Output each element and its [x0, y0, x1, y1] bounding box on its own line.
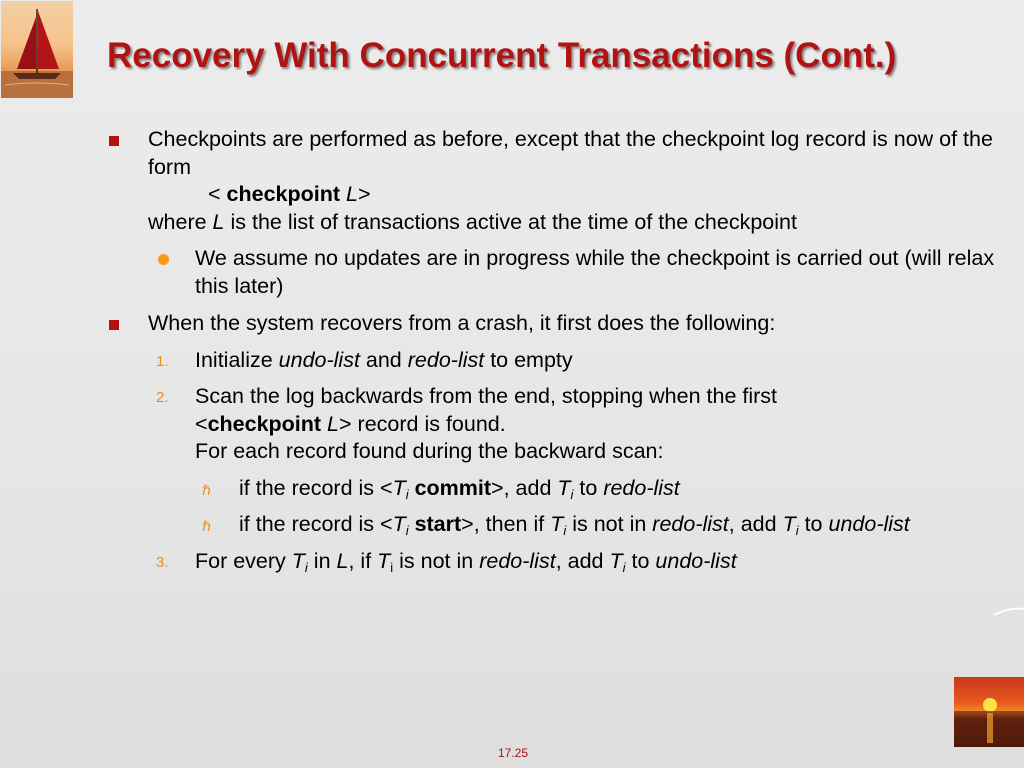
step-text: Initialize undo-list and redo-list to empty: [195, 347, 573, 372]
page-number: 17.25: [498, 746, 529, 760]
slide-content: [107, 126, 1017, 575]
sub-bullet-text: We assume no updates are in progress while the checkpoint is carried out (will relax this later): [195, 246, 995, 298]
step-text: For every $T_i$ in L, if $T_i$ is not in redo-list, add $T_i$ to undo-list: [195, 548, 737, 575]
step-number: 1.: [156, 352, 169, 370]
bullet-text: When the system recovers from a crash, it first does the following:: [148, 311, 776, 335]
bullet-recovery: [107, 310, 1017, 338]
step-3: [107, 548, 1017, 576]
step-text-line3: For each record found during the backward scan:: [195, 439, 664, 463]
scan-rule-commit: [107, 475, 1017, 503]
step-text: Scan the log backwards from the end, stopping when the first: [195, 384, 778, 408]
leaf-bullet-icon: ℏ: [202, 518, 211, 534]
where-line: where L is the list of transactions active at the time of the checkpoint: [148, 209, 797, 234]
rule-text: if the record is $<T_i$ commit>, add $T_i$ to redo-list: [239, 475, 680, 502]
sailboat-logo-icon: [1, 1, 73, 98]
step-number: 2.: [156, 389, 169, 406]
checkpoint-form: < checkpoint L>: [208, 182, 371, 206]
bullet-checkpoints: [107, 126, 1017, 236]
step-2: [107, 383, 1017, 466]
step-text-line2: <checkpoint L> record is found.: [195, 411, 506, 436]
bullet-text: Checkpoints are performed as before, except that the checkpoint log record is now of the form: [148, 127, 993, 179]
decorative-swoosh-icon: [994, 605, 1024, 619]
scan-rule-start: [107, 511, 1017, 539]
rule-text: if the record is $<T_i$ start>, then if $T_i$ is not in redo-list, add $T_i$ to undo-list: [239, 512, 910, 538]
round-bullet-icon: [158, 254, 169, 265]
leaf-bullet-icon: ℏ: [202, 481, 211, 498]
square-bullet-icon: [109, 320, 119, 330]
square-bullet-icon: [109, 136, 119, 146]
step-1: [107, 347, 1017, 375]
sub-bullet-assumption: [107, 245, 1017, 300]
sunset-image-icon: [954, 677, 1024, 747]
step-number: 3.: [156, 553, 169, 571]
slide-title: Recovery With Concurrent Transactions (Cont.): [107, 36, 897, 75]
